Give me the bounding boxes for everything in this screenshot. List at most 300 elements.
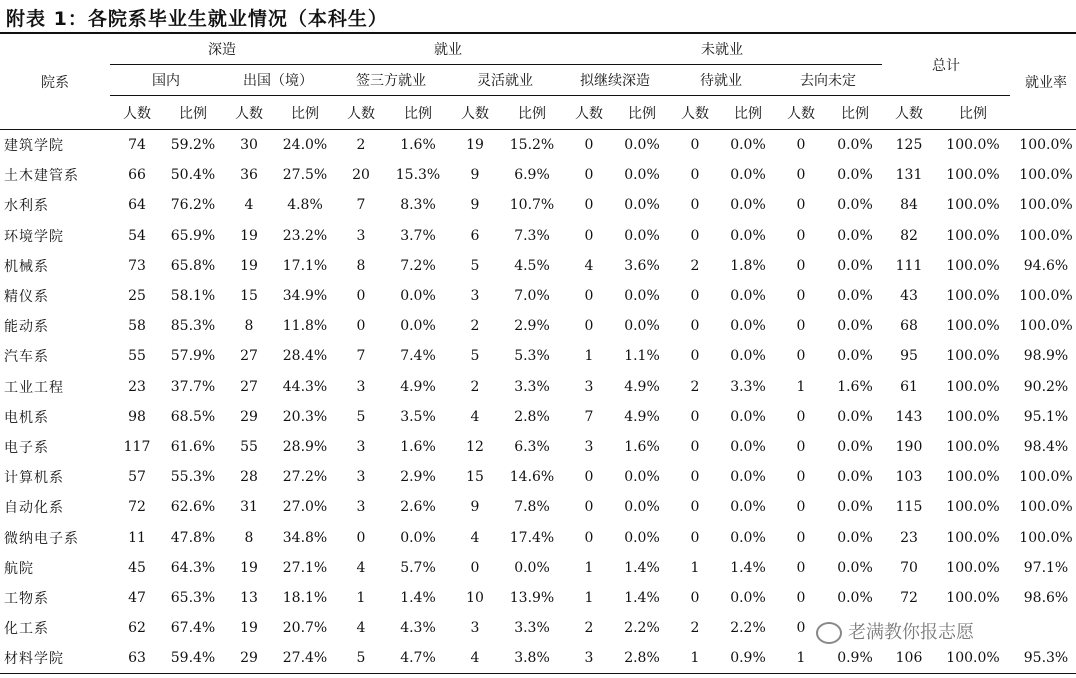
value-cell: 0 (796, 469, 806, 486)
table-row (0, 190, 1076, 220)
value-cell: 11 (128, 529, 146, 546)
subheader-count: 人数 (334, 96, 388, 130)
table-row (0, 311, 1076, 341)
value-cell: 0.0% (837, 137, 873, 154)
value-cell: 0 (356, 288, 366, 305)
value-cell: 0 (690, 469, 700, 486)
value-cell: 57.9% (170, 348, 216, 365)
value-cell: 6.9% (514, 167, 550, 184)
value-cell: 4 (470, 529, 480, 546)
value-cell: 100.0% (1019, 227, 1073, 244)
value-cell: 0 (690, 499, 700, 516)
value-cell: 15 (240, 288, 258, 305)
value-cell: 1.6% (400, 137, 436, 154)
subheader-count: 人数 (448, 96, 502, 130)
value-cell: 0.0% (837, 559, 873, 576)
value-cell: 95 (900, 348, 918, 365)
value-cell: 0 (584, 167, 594, 184)
value-cell: 19 (240, 620, 258, 637)
value-cell: 31 (240, 499, 258, 516)
value-cell: 100.0% (946, 318, 1000, 335)
value-cell: 58.1% (170, 288, 216, 305)
value-cell: 0.0% (730, 589, 766, 606)
value-cell: 55 (128, 348, 146, 365)
value-cell: 0 (584, 197, 594, 214)
value-cell: 1 (668, 643, 722, 674)
table-row (0, 432, 1076, 462)
dept-cell: 电机系 (4, 409, 49, 426)
value-cell: 0.0% (730, 348, 766, 365)
dept-cell: 精仪系 (4, 289, 49, 306)
value-cell: 90.2% (1023, 378, 1069, 395)
value-cell: 24.0% (282, 137, 328, 154)
value-cell: 27.5% (282, 167, 328, 184)
value-cell: 95.1% (1023, 408, 1069, 425)
value-cell: 45 (128, 559, 146, 576)
header-total: 总计 (882, 33, 1010, 96)
value-cell: 100.0% (946, 559, 1000, 576)
value-cell: 3.6% (624, 257, 660, 274)
header-deep: 深造 (110, 33, 334, 65)
value-cell: 8.3% (400, 197, 436, 214)
value-cell: 2 (690, 257, 700, 274)
value-cell: 59.4% (164, 643, 222, 674)
value-cell: 2 (690, 378, 700, 395)
value-cell: 1.4% (730, 559, 766, 576)
value-cell: 8 (244, 529, 254, 546)
value-cell: 47.8% (170, 529, 216, 546)
value-cell: 17.1% (282, 257, 328, 274)
value-cell: 7.8% (514, 499, 550, 516)
value-cell: 20 (352, 167, 370, 184)
value-cell: 5 (334, 643, 388, 674)
value-cell: 9 (470, 197, 480, 214)
table-row (0, 553, 1076, 583)
value-cell: 0.0% (837, 257, 873, 274)
value-cell: 0 (796, 529, 806, 546)
value-cell: 1 (356, 589, 366, 606)
value-cell: 72 (128, 499, 146, 516)
value-cell: 19 (240, 559, 258, 576)
value-cell: 143 (895, 408, 923, 425)
value-cell: 23.2% (282, 227, 328, 244)
value-cell: 0.0% (837, 499, 873, 516)
value-cell: 65.9% (170, 227, 216, 244)
table-row (0, 492, 1076, 522)
value-cell: 61.6% (170, 438, 216, 455)
value-cell: 1.6% (624, 438, 660, 455)
value-cell: 100.0% (1019, 197, 1073, 214)
dept-cell: 水利系 (4, 198, 49, 215)
value-cell: 20.3% (282, 408, 328, 425)
value-cell: 0 (690, 438, 700, 455)
header-rate: 就业率 (1010, 33, 1076, 130)
value-cell: 67.4% (170, 620, 216, 637)
value-cell: 0 (796, 438, 806, 455)
value-cell: 25 (128, 288, 146, 305)
value-cell: 17.4% (509, 529, 555, 546)
value-cell: 100.0% (946, 137, 1000, 154)
value-cell: 0.0% (730, 197, 766, 214)
value-cell: 27.1% (282, 559, 328, 576)
header-waiting: 待就业 (668, 65, 774, 96)
value-cell: 0.9% (722, 643, 774, 674)
dept-cell: 能动系 (4, 319, 49, 336)
value-cell: 28 (240, 469, 258, 486)
table-row (0, 643, 1076, 674)
value-cell: 7.3% (514, 227, 550, 244)
header-abroad: 出国（境） (222, 65, 334, 96)
value-cell: 1.6% (400, 438, 436, 455)
value-cell: 0 (796, 257, 806, 274)
value-cell: 0 (584, 499, 594, 516)
value-cell: 0.0% (730, 167, 766, 184)
value-cell: 57 (128, 469, 146, 486)
value-cell: 0 (796, 499, 806, 516)
value-cell: 0.0% (624, 318, 660, 335)
value-cell: 0 (796, 197, 806, 214)
value-cell: 0 (690, 348, 700, 365)
value-cell: 63 (110, 643, 164, 674)
value-cell: 3.5% (400, 408, 436, 425)
dept-cell: 工业工程 (4, 379, 64, 396)
value-cell: 0.0% (837, 167, 873, 184)
value-cell: 28.9% (282, 438, 328, 455)
value-cell: 0.0% (730, 529, 766, 546)
value-cell: 23 (900, 529, 918, 546)
value-cell: 3.7% (400, 227, 436, 244)
value-cell: 4.3% (400, 620, 436, 637)
value-cell: 100.0% (946, 378, 1000, 395)
value-cell: 0 (470, 559, 480, 576)
value-cell: 76.2% (170, 197, 216, 214)
value-cell: 27.0% (282, 499, 328, 516)
value-cell: 7.2% (400, 257, 436, 274)
value-cell: 1 (584, 559, 594, 576)
value-cell: 0 (690, 529, 700, 546)
value-cell: 0 (356, 318, 366, 335)
value-cell: 3 (562, 643, 616, 674)
value-cell: 47 (128, 589, 146, 606)
value-cell: 4 (356, 620, 366, 637)
dept-cell: 土木建管系 (4, 168, 79, 185)
table-row (0, 221, 1076, 251)
header-contract: 签三方就业 (334, 65, 448, 96)
dept-cell: 机械系 (4, 258, 49, 275)
value-cell: 3 (356, 438, 366, 455)
value-cell: 0.0% (837, 288, 873, 305)
table-row (0, 251, 1076, 281)
page-title: 附表 1：各院系毕业生就业情况（本科生） (6, 8, 388, 30)
value-cell: 4.9% (624, 408, 660, 425)
subheader-count: 人数 (562, 96, 616, 130)
value-cell: 2 (470, 318, 480, 335)
table-row (0, 402, 1076, 432)
value-cell: 50.4% (170, 167, 216, 184)
dept-cell: 航院 (4, 560, 34, 577)
value-cell: 27 (240, 348, 258, 365)
value-cell: 5 (470, 348, 480, 365)
dept-cell: 工物系 (4, 590, 49, 607)
value-cell: 0.0% (400, 529, 436, 546)
value-cell: 3 (356, 227, 366, 244)
value-cell: 29 (222, 643, 276, 674)
value-cell: 100.0% (946, 589, 1000, 606)
value-cell: 3 (470, 288, 480, 305)
dept-cell: 自动化系 (4, 500, 64, 517)
value-cell: 58 (128, 318, 146, 335)
value-cell: 4.9% (400, 378, 436, 395)
value-cell: 36 (240, 167, 258, 184)
value-cell: 64.3% (170, 559, 216, 576)
value-cell: 30 (240, 137, 258, 154)
value-cell: 100.0% (1019, 469, 1073, 486)
value-cell: 27.2% (282, 469, 328, 486)
value-cell: 68.5% (170, 408, 216, 425)
value-cell: 2.6% (400, 499, 436, 516)
value-cell: 66 (128, 167, 146, 184)
value-cell: 13 (240, 589, 258, 606)
value-cell: 0.0% (624, 137, 660, 154)
value-cell: 84 (900, 197, 918, 214)
value-cell: 68 (900, 318, 918, 335)
value-cell: 8 (356, 257, 366, 274)
value-cell: 131 (895, 167, 923, 184)
dept-cell: 环境学院 (4, 228, 64, 245)
value-cell (1010, 613, 1076, 643)
value-cell: 100.0% (1019, 137, 1073, 154)
value-cell: 2.2% (624, 620, 660, 637)
value-cell: 100.0% (946, 288, 1000, 305)
value-cell: 0 (584, 288, 594, 305)
value-cell: 0 (584, 227, 594, 244)
value-cell: 0.0% (730, 499, 766, 516)
value-cell: 28.4% (282, 348, 328, 365)
value-cell: 27 (240, 378, 258, 395)
value-cell: 190 (895, 438, 923, 455)
subheader-ratio: 比例 (616, 96, 668, 130)
value-cell: 34.9% (282, 288, 328, 305)
value-cell: 100.0% (946, 438, 1000, 455)
value-cell: 100.0% (946, 167, 1000, 184)
value-cell: 95.3% (1010, 643, 1076, 674)
table-row (0, 372, 1076, 402)
value-cell: 0.0% (730, 318, 766, 335)
value-cell: 100.0% (946, 499, 1000, 516)
header-employ: 就业 (334, 33, 562, 65)
value-cell: 0.0% (624, 167, 660, 184)
value-cell: 100.0% (1019, 499, 1073, 516)
value-cell: 4.9% (624, 378, 660, 395)
subheader-ratio: 比例 (276, 96, 334, 130)
value-cell: 3 (584, 438, 594, 455)
value-cell: 5 (470, 257, 480, 274)
value-cell: 0 (356, 529, 366, 546)
value-cell: 97.1% (1023, 559, 1069, 576)
value-cell: 3 (356, 469, 366, 486)
subheader-ratio: 比例 (722, 96, 774, 130)
value-cell: 100.0% (1019, 318, 1073, 335)
table-row (0, 130, 1076, 161)
value-cell: 1.1% (624, 348, 660, 365)
value-cell: 0 (584, 529, 594, 546)
value-cell: 0 (796, 348, 806, 365)
value-cell: 0.0% (837, 197, 873, 214)
value-cell: 55.3% (170, 469, 216, 486)
value-cell: 103 (895, 469, 923, 486)
dept-cell: 计算机系 (4, 470, 64, 487)
value-cell: 0.0% (624, 529, 660, 546)
value-cell: 0.0% (624, 469, 660, 486)
subheader-count: 人数 (668, 96, 722, 130)
value-cell: 1 (774, 643, 828, 674)
value-cell: 3 (584, 378, 594, 395)
value-cell: 0.0% (837, 438, 873, 455)
wechat-icon (816, 622, 842, 644)
value-cell: 0 (796, 137, 806, 154)
value-cell: 0 (690, 288, 700, 305)
value-cell: 100.0% (946, 257, 1000, 274)
value-cell: 0.0% (837, 318, 873, 335)
value-cell: 72 (900, 589, 918, 606)
value-cell: 100.0% (946, 227, 1000, 244)
value-cell: 54 (128, 227, 146, 244)
value-cell: 125 (895, 137, 923, 154)
value-cell: 0 (690, 197, 700, 214)
value-cell: 4 (356, 559, 366, 576)
value-cell: 1.4% (400, 589, 436, 606)
value-cell: 0 (796, 620, 806, 637)
value-cell: 1.4% (624, 559, 660, 576)
value-cell: 4 (448, 643, 502, 674)
value-cell: 10 (466, 589, 484, 606)
value-cell: 0.0% (837, 529, 873, 546)
value-cell: 0 (584, 137, 594, 154)
value-cell: 6 (470, 227, 480, 244)
value-cell: 4.5% (514, 257, 550, 274)
value-cell: 98.9% (1023, 348, 1069, 365)
value-cell: 65.3% (170, 589, 216, 606)
value-cell: 0.0% (730, 408, 766, 425)
value-cell: 62 (128, 620, 146, 637)
value-cell: 0 (690, 167, 700, 184)
subheader-count: 人数 (774, 96, 828, 130)
value-cell: 3 (470, 620, 480, 637)
value-cell: 9 (470, 499, 480, 516)
value-cell: 43 (900, 288, 918, 305)
value-cell: 44.3% (282, 378, 328, 395)
value-cell: 18.1% (282, 589, 328, 606)
value-cell: 2 (584, 620, 594, 637)
value-cell: 106 (882, 643, 936, 674)
dept-cell: 化工系 (4, 621, 49, 638)
value-cell: 62.6% (170, 499, 216, 516)
subheader-ratio: 比例 (164, 96, 222, 130)
value-cell: 1 (690, 559, 700, 576)
table-row (0, 522, 1076, 552)
dept-cell: 建筑学院 (4, 138, 64, 155)
value-cell: 4.8% (287, 197, 323, 214)
value-cell: 3 (356, 378, 366, 395)
value-cell: 0 (690, 227, 700, 244)
value-cell: 7.4% (400, 348, 436, 365)
watermark (812, 618, 978, 644)
value-cell: 15 (466, 469, 484, 486)
table-row (0, 583, 1076, 613)
header-dept: 院系 (0, 33, 110, 130)
value-cell: 64 (128, 197, 146, 214)
value-cell: 37.7% (170, 378, 216, 395)
value-cell: 0.0% (837, 348, 873, 365)
value-cell: 0 (796, 288, 806, 305)
value-cell: 7 (356, 348, 366, 365)
value-cell: 94.6% (1023, 257, 1069, 274)
value-cell: 100.0% (946, 348, 1000, 365)
value-cell: 0.0% (730, 438, 766, 455)
value-cell: 7 (356, 197, 366, 214)
table-row (0, 281, 1076, 311)
value-cell: 74 (128, 137, 146, 154)
value-cell: 2 (356, 137, 366, 154)
value-cell: 7 (584, 408, 594, 425)
value-cell: 20.7% (282, 620, 328, 637)
value-cell: 14.6% (509, 469, 555, 486)
value-cell: 98.4% (1023, 438, 1069, 455)
value-cell: 8 (244, 318, 254, 335)
value-cell: 0 (796, 227, 806, 244)
header-domestic: 国内 (110, 65, 222, 96)
table-row (0, 341, 1076, 371)
value-cell: 2.8% (514, 408, 550, 425)
employment-table (0, 32, 1076, 674)
subheader-count: 人数 (110, 96, 164, 130)
value-cell: 0.0% (730, 469, 766, 486)
value-cell: 1 (584, 348, 594, 365)
dept-cell: 微纳电子系 (4, 530, 79, 547)
value-cell: 73 (128, 257, 146, 274)
value-cell: 0.0% (624, 288, 660, 305)
value-cell: 1.6% (837, 378, 873, 395)
value-cell: 15.3% (395, 167, 441, 184)
value-cell: 0 (690, 137, 700, 154)
value-cell: 6.3% (514, 438, 550, 455)
table-row (0, 462, 1076, 492)
value-cell: 34.8% (282, 529, 328, 546)
value-cell: 27.4% (276, 643, 334, 674)
value-cell: 1 (796, 378, 806, 395)
value-cell: 98 (128, 408, 146, 425)
value-cell: 5.3% (514, 348, 550, 365)
value-cell: 2.8% (616, 643, 668, 674)
subheader-ratio: 比例 (502, 96, 562, 130)
value-cell: 0.0% (730, 288, 766, 305)
value-cell: 3.3% (730, 378, 766, 395)
value-cell: 0.9% (828, 643, 882, 674)
value-cell: 0.0% (624, 197, 660, 214)
value-cell: 23 (128, 378, 146, 395)
value-cell: 19 (240, 257, 258, 274)
value-cell: 117 (123, 438, 151, 455)
watermark-text: 老满教你报志愿 (848, 622, 974, 643)
value-cell: 1.8% (730, 257, 766, 274)
value-cell: 61 (900, 378, 918, 395)
value-cell: 1 (584, 589, 594, 606)
value-cell: 19 (466, 137, 484, 154)
value-cell: 0.0% (514, 559, 550, 576)
value-cell: 65.8% (170, 257, 216, 274)
dept-cell: 电子系 (4, 439, 49, 456)
value-cell: 0 (690, 589, 700, 606)
